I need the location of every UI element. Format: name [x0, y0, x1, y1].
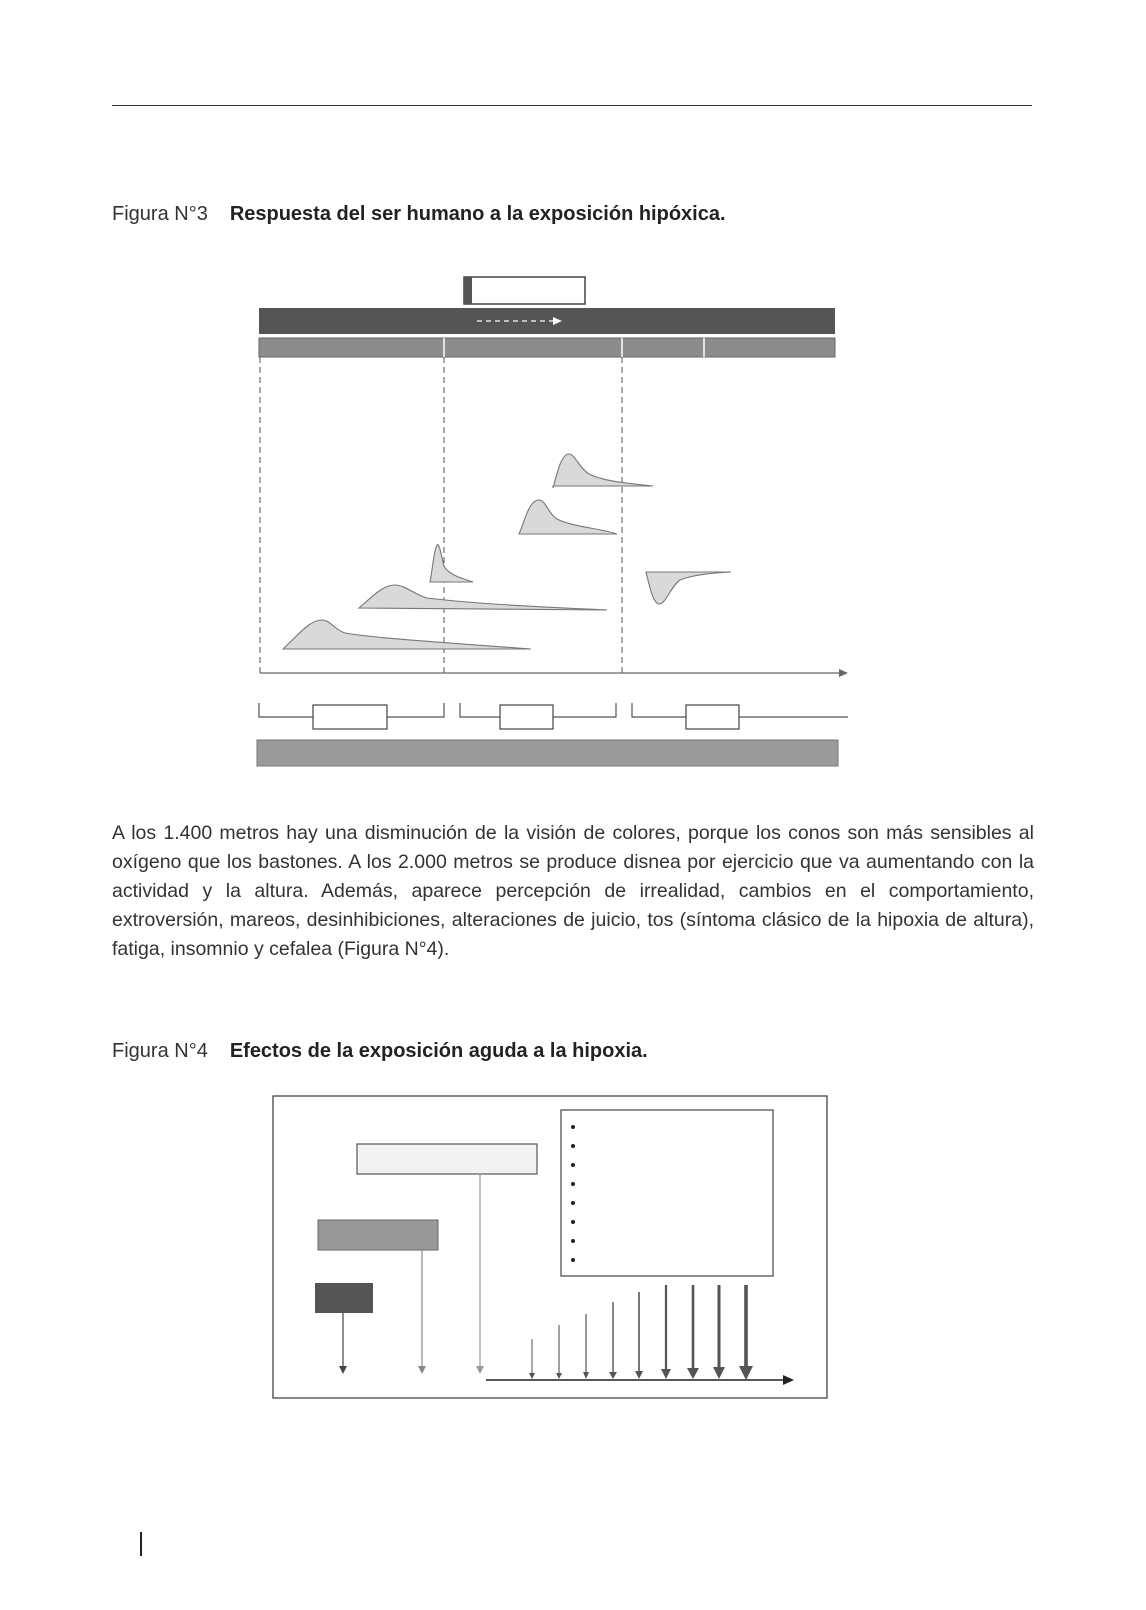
header-rule — [112, 105, 1032, 106]
figure3-label: Figura N°3 — [112, 203, 208, 225]
symptom-list-box — [561, 1110, 773, 1276]
response-curve-5 — [553, 454, 653, 488]
figure3-caption — [112, 203, 726, 226]
response-curve-3 — [430, 545, 473, 582]
figure4-caption — [112, 1040, 648, 1063]
response-curve-1 — [283, 620, 531, 649]
base-band — [257, 740, 838, 766]
figure3-diagram — [255, 268, 855, 773]
phase-box-3 — [686, 705, 739, 729]
phase-band — [259, 338, 835, 357]
page-number-marker — [140, 1532, 142, 1556]
response-curve-4 — [519, 500, 617, 534]
level-box-dark — [315, 1283, 373, 1313]
figure4-label: Figura N°4 — [112, 1040, 208, 1062]
time-axis-arrowhead — [839, 669, 848, 677]
figure3-title: Respuesta del ser humano a la exposición hipóxica. — [229, 203, 726, 225]
phase-box-2 — [500, 705, 553, 729]
level-box-light — [357, 1144, 537, 1174]
response-curve-2 — [359, 585, 607, 610]
level-box-mid — [318, 1220, 438, 1250]
phase-bracket-3 — [632, 703, 848, 717]
legend-box — [464, 277, 585, 304]
response-curve-6 — [646, 572, 731, 604]
figure4-title: Efectos de la exposición aguda a la hipoxia. — [229, 1040, 648, 1062]
body-paragraph: A los 1.400 metros hay una disminución de la visión de colores, porque los conos son más sensibles al oxígeno que los bastones. A los 2.000 metros se produce disnea por ejercicio que va aumentando con la actividad y la altura. Además, aparece percepción de irrealidad, cambios en el comportamiento, extroversión, mareos, desinhibiciones, alteraciones de juicio, tos (síntoma clásico de la hipoxia de altura), fatiga, insomnio y cefalea (Figura N°4). — [112, 822, 1034, 960]
phase-box-1 — [313, 705, 387, 729]
time-band — [259, 308, 835, 334]
figure4-diagram — [271, 1094, 831, 1404]
